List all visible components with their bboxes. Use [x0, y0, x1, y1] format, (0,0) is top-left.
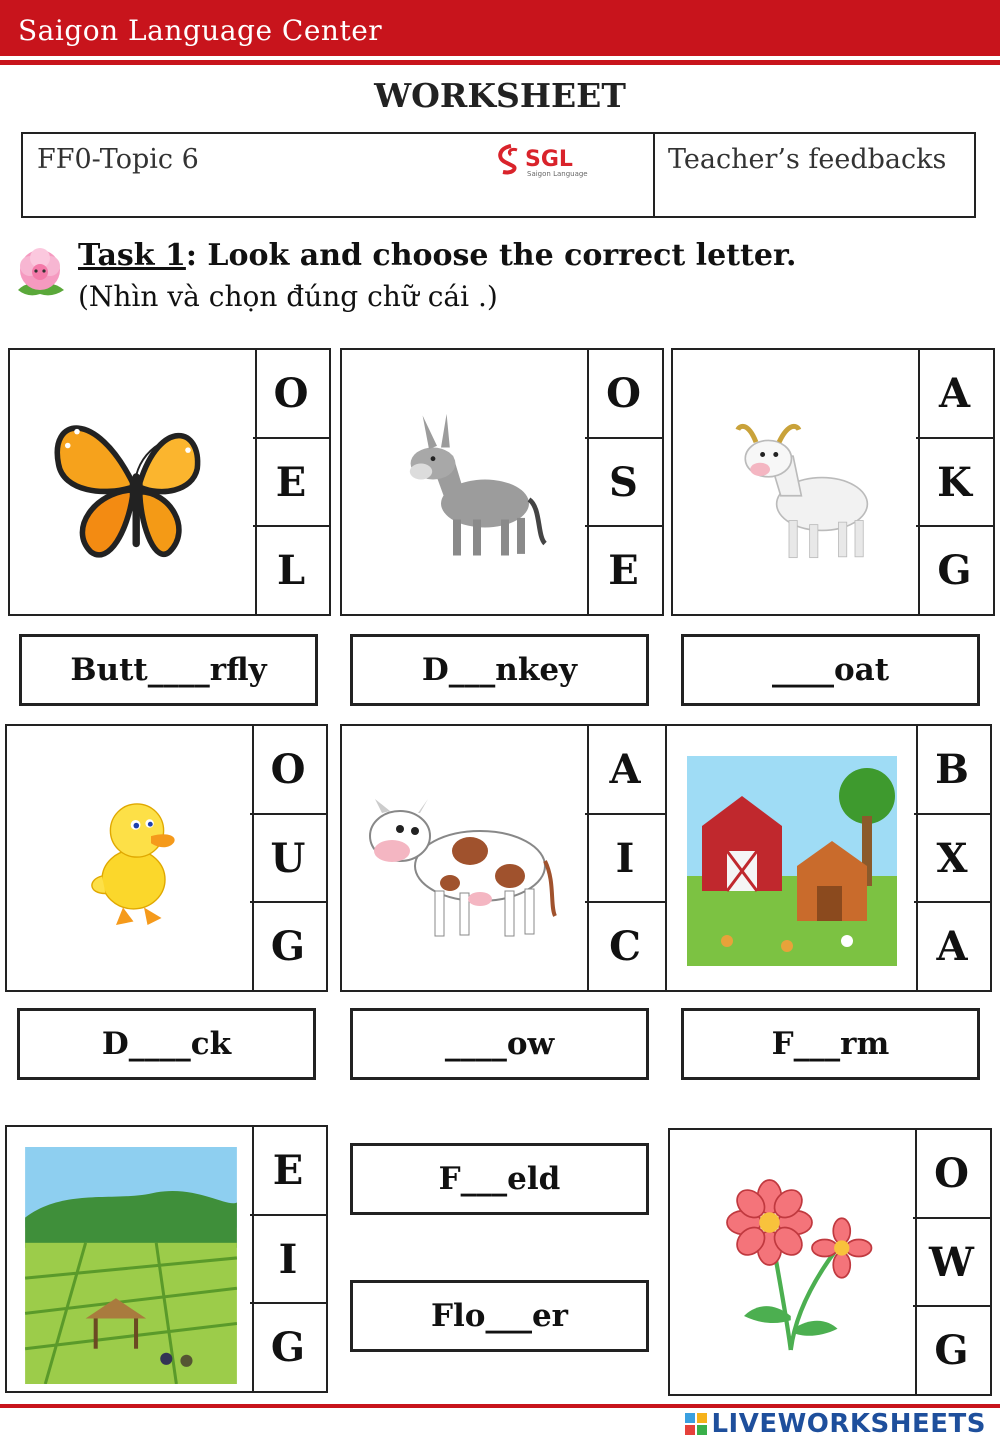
word-box-goat[interactable]: ____oat [681, 634, 980, 706]
letter-option[interactable]: I [585, 815, 665, 904]
card-duck [5, 724, 328, 992]
letter-options [585, 726, 665, 990]
letter-option[interactable]: O [253, 350, 329, 439]
letter-option[interactable]: E [250, 1127, 326, 1216]
goat-picture [673, 350, 920, 614]
letter-option[interactable]: G [270, 1324, 306, 1372]
letter-option[interactable]: B [914, 726, 990, 815]
word-box-donkey[interactable]: D___nkey [350, 634, 649, 706]
center-name: Saigon Language Center [18, 14, 383, 47]
letter-option[interactable]: G [937, 547, 972, 595]
letter-option[interactable]: I [250, 1216, 326, 1305]
duck-icon [67, 766, 207, 951]
letter-option[interactable]: G [934, 1327, 969, 1375]
card-flower [668, 1128, 992, 1396]
letter-option[interactable]: O [913, 1130, 990, 1219]
letter-option[interactable]: O [250, 726, 326, 815]
topic-label: FF0-Topic 6 [37, 144, 199, 175]
info-divider [653, 134, 655, 216]
info-box [21, 132, 976, 218]
letter-options [253, 350, 329, 614]
letter-option[interactable]: O [585, 350, 662, 439]
letter-options [913, 1130, 990, 1394]
cow-icon [360, 791, 560, 951]
task-translation: (Nhìn và chọn đúng chữ cái .) [78, 280, 498, 313]
header-bar [0, 0, 1000, 56]
word-box-duck[interactable]: D____ck [17, 1008, 316, 1080]
letter-options [916, 350, 993, 614]
field-icon [25, 1147, 237, 1384]
header-rule [0, 60, 1000, 65]
duck-picture [7, 726, 254, 990]
task-label: Task 1 [78, 238, 186, 273]
donkey-icon [397, 395, 557, 580]
letter-option[interactable]: E [253, 439, 329, 528]
butterfly-picture [10, 350, 257, 614]
letter-option[interactable]: A [916, 350, 993, 439]
letter-option[interactable]: C [609, 923, 641, 971]
word-box-cow[interactable]: ____ow [350, 1008, 649, 1080]
logo-text: SGL [525, 147, 573, 172]
letter-options [250, 726, 326, 990]
letter-option[interactable]: E [608, 547, 639, 595]
logo-sub: Saigon Language [527, 170, 588, 178]
card-farm [665, 724, 992, 992]
flower-picture [670, 1130, 917, 1394]
card-goat [671, 348, 995, 616]
letter-option[interactable]: G [270, 923, 306, 971]
letter-options [914, 726, 990, 990]
cow-picture [342, 726, 589, 990]
liveworksheets-brand: LIVEWORKSHEETS [711, 1409, 986, 1439]
field-picture [7, 1127, 254, 1391]
farm-icon [687, 756, 897, 966]
card-field [5, 1125, 328, 1393]
donkey-picture [342, 350, 589, 614]
farm-picture [667, 726, 918, 990]
letter-option[interactable]: S [585, 439, 662, 528]
letter-option[interactable]: L [276, 547, 306, 595]
task-instruction: : Look and choose the correct letter. [185, 238, 797, 273]
card-cow [340, 724, 667, 992]
word-box-field[interactable]: F___eld [350, 1143, 649, 1215]
word-box-flower[interactable]: Flo___er [350, 1280, 649, 1352]
flower-icon [710, 1155, 880, 1375]
letter-option[interactable]: A [585, 726, 665, 815]
letter-option[interactable]: U [250, 815, 326, 904]
page-title: WORKSHEET [374, 76, 626, 115]
letter-option[interactable]: X [914, 815, 990, 904]
flower-bullet-icon [8, 240, 72, 304]
letter-option[interactable]: K [916, 439, 993, 528]
letter-option[interactable]: A [936, 923, 968, 971]
card-donkey [340, 348, 664, 616]
liveworksheets-blocks-icon [685, 1413, 707, 1435]
letter-options [250, 1127, 326, 1391]
sgl-logo-icon [491, 140, 591, 180]
word-box-farm[interactable]: F___rm [681, 1008, 980, 1080]
letter-options [585, 350, 662, 614]
butterfly-icon [40, 380, 225, 585]
card-butterfly [8, 348, 331, 616]
letter-option[interactable]: W [913, 1219, 990, 1308]
liveworksheets-logo [685, 1404, 986, 1444]
word-box-butterfly[interactable]: Butt____rfly [19, 634, 318, 706]
task-title [78, 238, 796, 273]
teacher-feedback-label: Teacher’s feedbacks [668, 144, 947, 175]
goat-icon [723, 395, 888, 580]
